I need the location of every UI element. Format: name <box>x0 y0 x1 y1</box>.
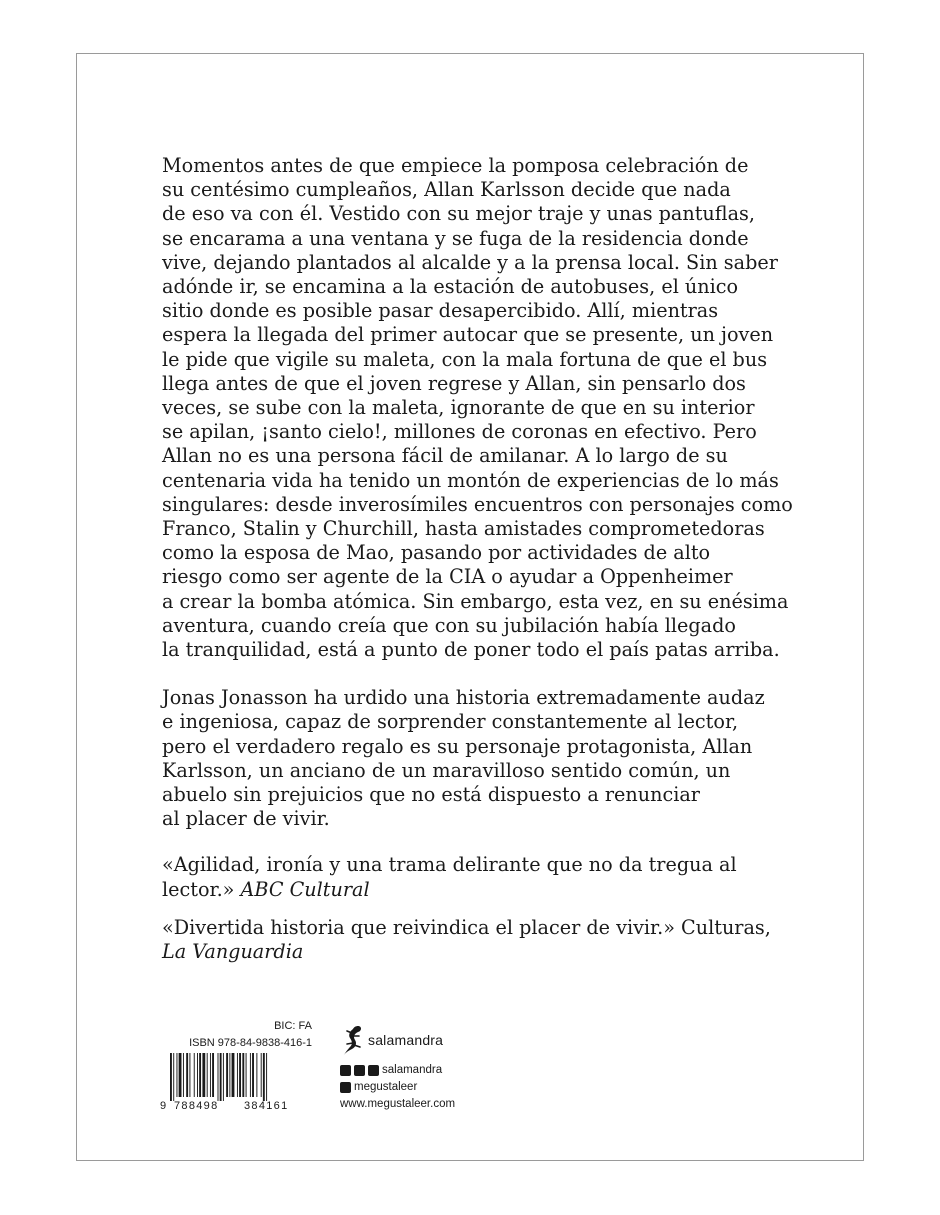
quote-source: ABC Cultural <box>240 877 370 901</box>
text-line: aventura, cuando creía que con su jubilación había llegado <box>162 613 736 637</box>
barcode-bar <box>246 1053 247 1097</box>
barcode-bar <box>250 1053 251 1097</box>
text-line: Jonas Jonasson ha urdido una historia extremadamente audaz <box>162 686 765 710</box>
barcode-bar <box>194 1053 195 1097</box>
synopsis-paragraph-2 <box>162 686 802 831</box>
text-line: veces, se sube con la maleta, ignorante de que en su interior <box>162 396 755 420</box>
quote-source: La Vanguardia <box>162 940 304 964</box>
barcode-bar <box>223 1053 224 1101</box>
barcode-bar <box>170 1053 172 1101</box>
barcode-bar <box>197 1053 198 1097</box>
barcode-bar <box>266 1053 267 1101</box>
barcode-bar <box>189 1053 190 1097</box>
barcode-digit-lead: 9 <box>160 1100 167 1111</box>
youtube-icon[interactable] <box>340 1082 351 1093</box>
quote-line: «Agilidad, ironía y una trama delirante que no da tregua al <box>162 853 737 877</box>
barcode-bar <box>261 1053 262 1097</box>
text-line: espera la llegada del primer autocar que se presente, un joven <box>162 323 774 347</box>
facebook-icon[interactable] <box>340 1065 351 1076</box>
barcode-bar <box>263 1053 265 1101</box>
text-line: Allan no es una persona fácil de amilanar. A lo largo de su <box>162 444 728 468</box>
barcode-bar <box>173 1053 174 1101</box>
quote-text: lector.» <box>162 877 241 901</box>
twitter-icon[interactable] <box>354 1065 365 1076</box>
quote-line: «Divertida historia que reivindica el placer de vivir.» Culturas, <box>162 915 771 939</box>
text-line: como la esposa de Mao, pasando por actividades de alto <box>162 541 711 565</box>
synopsis-paragraph-1 <box>162 154 802 662</box>
video-link-row <box>340 1081 417 1093</box>
quote-line <box>162 940 802 964</box>
barcode-bars <box>170 1053 267 1101</box>
barcode-bar <box>252 1053 254 1097</box>
website-row <box>340 1098 455 1110</box>
text-line: Franco, Stalin y Churchill, hasta amistades comprometedoras <box>162 517 765 541</box>
barcode-bar <box>239 1053 241 1097</box>
text-line: singulares: desde inverosímiles encuentros con personajes como <box>162 492 793 516</box>
barcode-digits-right: 384161 <box>244 1100 289 1111</box>
text-line: se apilan, ¡santo cielo!, millones de coronas en efectivo. Pero <box>162 420 757 444</box>
barcode-bar <box>220 1053 222 1101</box>
isbn-barcode <box>158 1053 314 1111</box>
barcode-bar <box>210 1053 211 1097</box>
isbn-number: ISBN 978-84-9838-416-1 <box>189 1037 312 1049</box>
text-line: centenaria vida ha tenido un montón de experiencias de lo más <box>162 468 779 492</box>
barcode-bar <box>212 1053 214 1097</box>
barcode-bar <box>229 1053 230 1097</box>
website-link[interactable]: www.megustaleer.com <box>340 1098 456 1110</box>
social-handle: salamandra <box>382 1064 443 1076</box>
bic-code: BIC: FA <box>274 1020 312 1032</box>
video-handle: megustaleer <box>354 1081 418 1093</box>
text-line: pero el verdadero regalo es su personaje protagonista, Allan <box>162 734 753 758</box>
barcode-digits-left: 788498 <box>174 1100 219 1111</box>
text-line: sitio donde es posible pasar desapercibido. Allí, mientras <box>162 299 719 323</box>
barcode-bar <box>176 1053 177 1097</box>
review-quote-abc <box>162 853 802 901</box>
text-line: le pide que vigile su maleta, con la mala fortuna de que el bus <box>162 347 768 371</box>
barcode-bar <box>242 1053 244 1097</box>
text-line: vive, dejando plantados al alcalde y a la prensa local. Sin saber <box>162 250 778 274</box>
text-line: la tranquilidad, está a punto de poner todo el país patas arriba. <box>162 638 780 662</box>
text-line: Momentos antes de que empiece la pomposa celebración de <box>162 154 749 177</box>
text-line: e ingeniosa, capaz de sorprender constantemente al lector, <box>162 710 739 734</box>
barcode-bar <box>199 1053 201 1097</box>
text-line: a crear la bomba atómica. Sin embargo, esta vez, en su enésima <box>162 589 789 613</box>
text-line: su centésimo cumpleaños, Allan Karlsson decide que nada <box>162 178 731 202</box>
text-line: riesgo como ser agente de la CIA o ayudar a Oppenheimer <box>162 565 733 589</box>
text-line: abuelo sin prejuicios que no está dispuesto a renunciar <box>162 783 700 807</box>
barcode-bar <box>218 1053 219 1101</box>
text-line: adónde ir, se encamina a la estación de autobuses, el único <box>162 275 739 299</box>
barcode-bar <box>226 1053 228 1097</box>
text-line: se encarama a una ventana y se fuga de la residencia donde <box>162 226 749 250</box>
text-line: Karlsson, un anciano de un maravilloso sentido común, un <box>162 758 731 782</box>
barcode-bar <box>207 1053 208 1097</box>
text-line: al placer de vivir. <box>162 807 330 831</box>
publisher-brand <box>340 1022 443 1058</box>
text-line: llega antes de que el joven regrese y Allan, sin pensarlo dos <box>162 371 746 395</box>
barcode-bar <box>202 1053 205 1097</box>
back-cover-text <box>162 154 802 964</box>
barcode-bar <box>179 1053 182 1097</box>
barcode-bar <box>237 1053 238 1097</box>
text-line: de eso va con él. Vestido con su mejor traje y unas pantuflas, <box>162 202 755 226</box>
barcode-bar <box>232 1053 235 1097</box>
review-quote-vanguardia <box>162 916 802 964</box>
barcode-bar <box>183 1053 184 1097</box>
barcode-bar <box>256 1053 257 1097</box>
instagram-icon[interactable] <box>368 1065 379 1076</box>
publisher-name: salamandra <box>368 1032 444 1048</box>
barcode-bar <box>186 1053 188 1097</box>
quote-line <box>162 878 802 902</box>
salamander-logo-icon <box>340 1023 366 1057</box>
social-links-row <box>340 1064 442 1076</box>
